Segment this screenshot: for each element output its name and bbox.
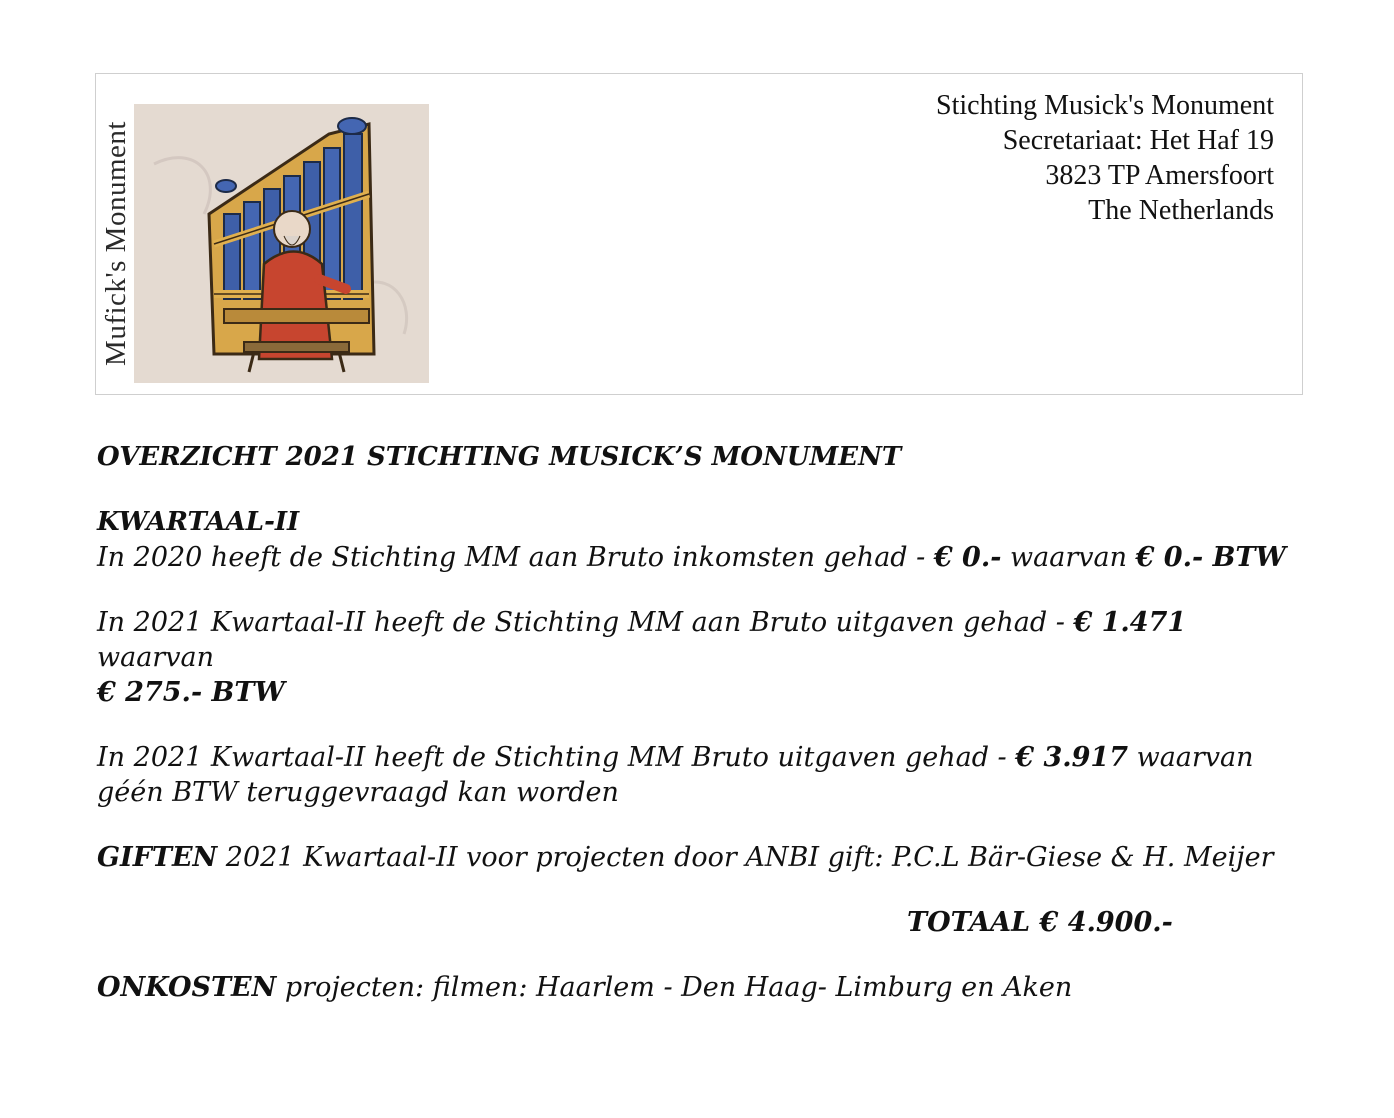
income-btw: € 0.- BTW <box>1135 542 1286 573</box>
income-line: In 2020 heeft de Stichting MM aan Bruto inkomsten gehad - € 0.- waarvan € 0.- BTW <box>97 542 1286 573</box>
costs-line: ONKOSTEN projecten: filmen: Haarlem - Den Haag- Limburg en Aken <box>97 972 1073 1003</box>
quarter-heading: KWARTAAL-II <box>97 507 300 537</box>
costs-label: ONKOSTEN <box>97 972 277 1003</box>
expenses-amount: € 1.471 <box>1073 607 1187 638</box>
address-line-postal-city: 3823 TP Amersfoort <box>1045 160 1274 191</box>
logo-wordmark-text: Mufick's Monument <box>99 120 132 366</box>
address-line-organization: Stichting Musick's Monument <box>936 90 1274 121</box>
address-line-country: The Netherlands <box>1088 195 1274 226</box>
expenses-no-btw-line: In 2021 Kwartaal-II heeft de Stichting MM Bruto uitgaven gehad - € 3.917 waarvan géén BTW teruggevraagd kan worden <box>97 742 1254 808</box>
sender-address <box>936 88 1274 228</box>
expenses-no-btw-amount: € 3.917 <box>1015 742 1128 773</box>
expenses-btw: € 275.- BTW <box>97 677 285 708</box>
gifts-line: GIFTEN 2021 Kwartaal-II voor projecten door ANBI gift: P.C.L Bär-Giese & H. Meijer <box>97 842 1274 873</box>
document-title: OVERZICHT 2021 STICHTING MUSICK’S MONUMENT <box>97 442 902 472</box>
expenses-line: In 2021 Kwartaal-II heeft de Stichting MM aan Bruto uitgaven gehad - € 1.471 waarvan € 275.- BTW <box>97 607 1187 708</box>
logo-wordmark <box>100 104 132 382</box>
address-line-secretariat: Secretariaat: Het Haf 19 <box>1002 125 1274 156</box>
income-amount: € 0.- <box>933 542 1002 573</box>
organ-illustration <box>134 104 429 383</box>
total-amount: TOTAAL € 4.900.- <box>907 907 1173 938</box>
gifts-label: GIFTEN <box>97 842 218 873</box>
document-body <box>97 440 1307 1005</box>
